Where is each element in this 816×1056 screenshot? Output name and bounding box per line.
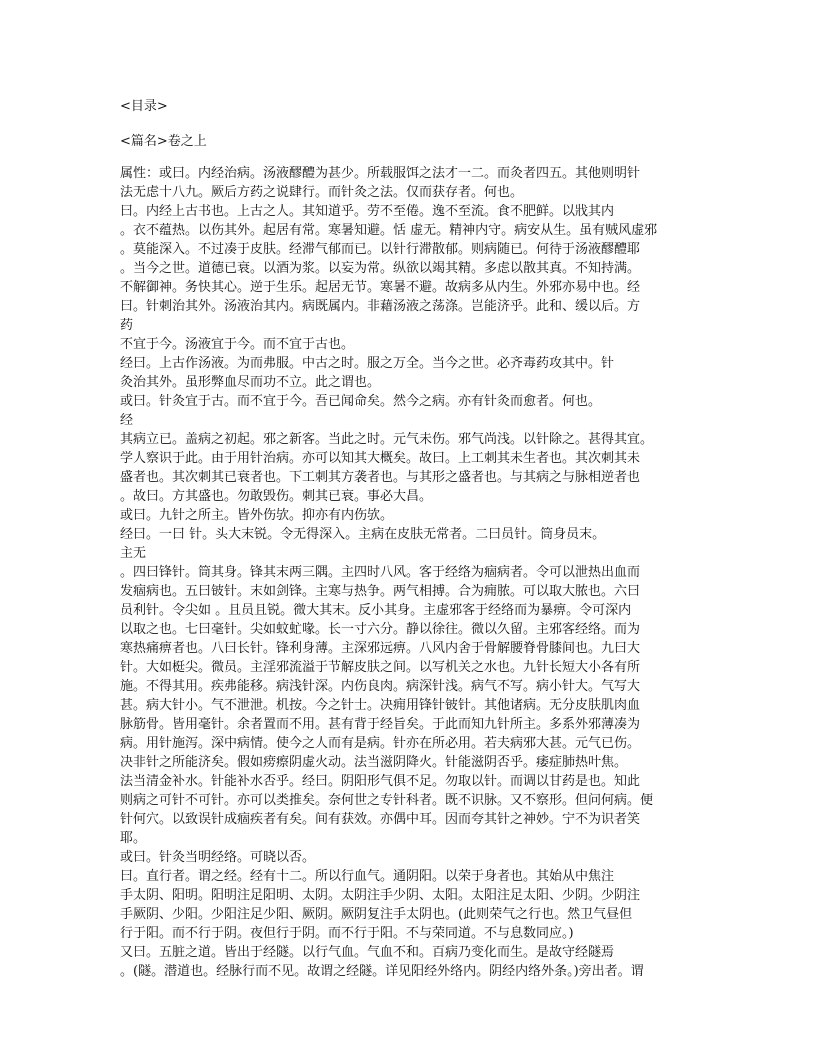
text-line: 或曰。九针之所主。皆外伤欤。抑亦有内伤欤。 (120, 508, 394, 523)
text-line: 脉筋骨。皆用毫针。余者置而不用。甚有背于经旨矣。于此而知九针所主。多系外邪薄凑为 (120, 717, 641, 732)
text-line: 主无 (120, 546, 147, 561)
text-line: 施。不得其用。疾弗能移。病浅针深。内伤良肉。病深针浅。病气不写。病小针大。气写大 (120, 679, 641, 694)
text-line: 员利针。令尖如 。且员且锐。微大其末。反小其身。主虚邪客于经络而为暴痹。令可深内 (120, 603, 632, 618)
text-line: 属性：或曰。内经治病。汤液醪醴为甚少。所载服饵之法才一二。而灸者四五。其他则明针 (120, 166, 641, 181)
text-line: 法无虑十八九。厥后方药之说肆行。而针灸之法。仅而获存者。何也。 (120, 185, 524, 200)
text-line: 曰。内经上古书也。上古之人。其知道乎。劳不至倦。逸不至流。食不肥鲜。以戕其内 (120, 204, 615, 219)
text-line: 。四曰锋针。筒其身。锋其末两三隅。主四时八风。客于经络为痼病者。令可以泄热出血而 (120, 565, 641, 580)
text-line: 耶。 (120, 831, 147, 846)
text-line: 甚。病大针小。气不泄泄。机按。今之针士。决痈用锋针铍针。其他诸病。无分皮肤肌肉血 (120, 698, 641, 713)
text-line: 其病立已。盖病之初起。邪之新客。当此之时。元气未伤。邪气尚浅。以针除之。甚得其宜。 (120, 432, 654, 447)
text-line: 寒热痛痹者也。八曰长针。锋利身薄。主深邪远痹。八风内舍于骨解腰脊骨膝间也。九曰大 (120, 641, 641, 656)
text-line: 曰。直行者。谓之经。经有十二。所以行血气。通阴阳。以荣于身者也。其始从中焦注 (120, 869, 615, 884)
body-text (120, 164, 692, 981)
text-line: 决非针之所能济矣。假如痨瘵阴虚火动。法当滋阴降火。针能滋阴否乎。痿症肺热叶焦。 (120, 755, 628, 770)
text-line: 或曰。针灸当明经络。可晓以否。 (120, 850, 316, 865)
text-line: 病。用针施泻。深中病情。使今之人而有是病。针亦在所必用。若夫病邪大甚。元气已伤。 (120, 736, 641, 751)
text-line: 灸治其外。虽形弊血尽而功不立。此之谓也。 (120, 375, 381, 390)
text-line: 又曰。五脏之道。皆出于经隧。以行气血。气血不和。百病乃变化而生。是故守经隧焉 (120, 945, 615, 960)
text-line: 。当今之世。道德已衰。以酒为浆。以妄为常。纵欲以竭其精。多虑以散其真。不知持满。 (120, 261, 641, 276)
text-line: 曰。针刺治其外。汤液治其内。病既属内。非藉汤液之荡涤。岂能济乎。此和、缓以后。方 (120, 299, 641, 314)
text-line: 行于阳。而不行于阴。夜但行于阴。而不行于阳。不与荣同道。不与息数同应。) (120, 926, 574, 941)
text-line: 药 (120, 318, 134, 333)
text-line: 盛者也。其次刺其已衰者也。下工刺其方袭者也。与其形之盛者也。与其病之与脉相逆者也 (120, 470, 641, 485)
section-title: <篇名>卷之上 (120, 134, 207, 149)
text-line: 。(隧。潜道也。经脉行而不见。故谓之经隧。详见阳经外络内。阴经内络外条。)旁出者。谓 (120, 964, 644, 979)
text-line: 以取之也。七曰毫针。尖如蚊虻喙。长一寸六分。静以徐往。微以久留。主邪客经络。而为 (120, 622, 641, 637)
text-line: 不解御神。务快其心。逆于生乐。起居无节。寒暑不避。故病多从内生。外邪亦易中也。经 (120, 280, 641, 295)
text-line: 经曰。上古作汤液。为而弗服。中古之时。服之万全。当今之世。必齐毒药攻其中。针 (120, 356, 615, 371)
text-line: 或曰。针灸宜于古。而不宜于今。吾已闻命矣。然今之病。亦有针灸而愈者。何也。 (120, 394, 602, 409)
text-line: 学人察识于此。由于用针治病。亦可以知其大概矣。故曰。上工刺其未生者也。其次刺其未 (120, 451, 641, 466)
text-line: 针何穴。以致误针成痼疾者有矣。间有获效。亦偶中耳。因而夸其针之神妙。宁不为识者笑 (120, 812, 641, 827)
text-line: 经 (120, 413, 134, 428)
text-line: 则病之可针不可针。亦可以类推矣。奈何世之专针科者。既不识脉。又不察形。但问何病。便 (120, 793, 654, 808)
text-line: 手太阴、阳明。阳明注足阳明、太阴。太阴注手少阴、太阳。太阳注足太阳、少阴。少阴注 (120, 888, 641, 903)
toc-label: <目录> (120, 99, 168, 114)
text-line: 手厥阴、少阳。少阳注足少阳、厥阴。厥阴复注手太阴也。(此则荣气之行也。然卫气昼但 (120, 907, 633, 922)
text-line: 不宜于今。汤液宜于今。而不宜于古也。 (120, 337, 355, 352)
text-line: 发痼病也。五曰铍针。末如剑锋。主寒与热争。两气相搏。合为痈脓。可以取大脓也。六曰 (120, 584, 641, 599)
text-line: 。衣不蕴热。以伤其外。起居有常。寒暑知避。恬 虚无。精神内守。病安从生。虽有贼风虚邪 (120, 223, 658, 238)
text-line: 针。大如梃尖。微员。主淫邪流溢于节解皮肤之间。以写机关之水也。九针长短大小各有所 (120, 660, 641, 675)
text-line: 经曰。一曰 针。头大末锐。令无得深入。主病在皮肤无常者。二曰员针。筒身员末。 (120, 527, 606, 542)
text-line: 法当清金补水。针能补水否乎。经曰。阴阳形气俱不足。勿取以针。而调以甘药是也。知此 (120, 774, 641, 789)
text-line: 。莫能深入。不过凑于皮肤。经滞气郁而已。以针行滞散郁。则病随已。何待于汤液醪醴耶 (120, 242, 641, 257)
text-line: 。故曰。方其盛也。勿敢毁伤。刺其已衰。事必大昌。 (120, 489, 433, 504)
